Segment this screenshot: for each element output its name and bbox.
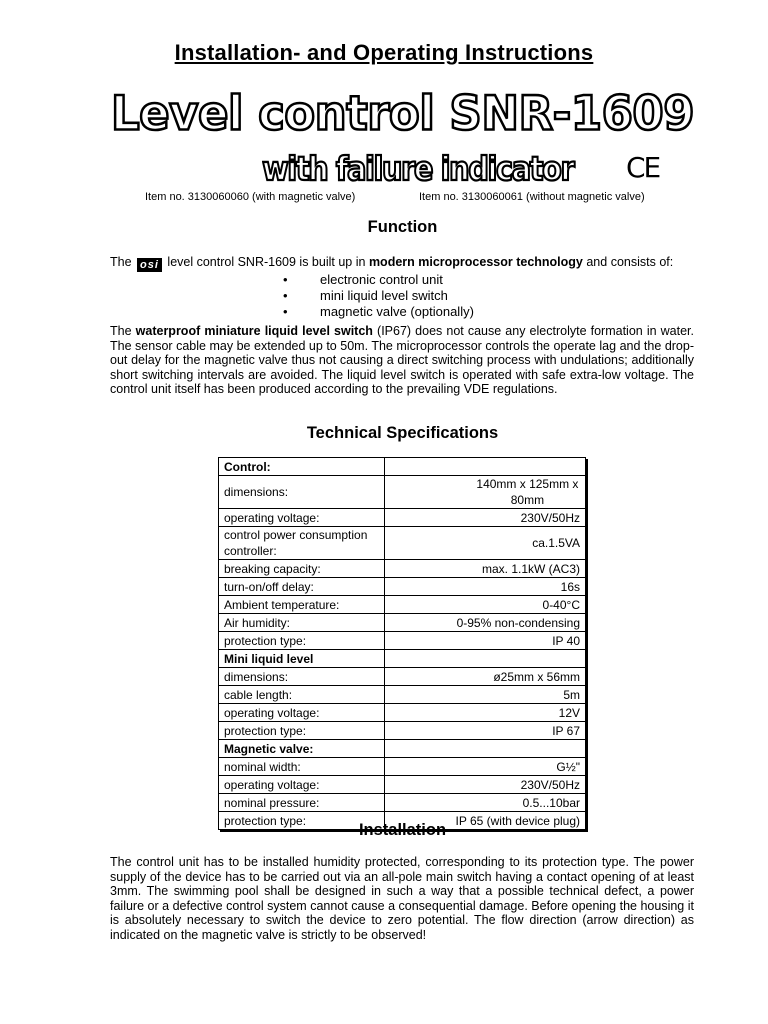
table-row (219, 758, 586, 776)
table-row (219, 476, 586, 509)
table-row (219, 686, 586, 704)
table-row (219, 632, 586, 650)
spec-label: Magnetic valve: (219, 740, 385, 758)
table-row (219, 614, 586, 632)
list-item: • electronic control unit (283, 272, 474, 288)
spec-value (384, 458, 585, 476)
spec-value: IP 65 (with device plug) (384, 812, 585, 830)
item-number-without-valve: Item no. 3130060061 (without magnetic valve) (419, 191, 645, 203)
spec-label: turn-on/off delay: (219, 578, 385, 596)
table-group-row (219, 458, 586, 476)
spec-label: breaking capacity: (219, 560, 385, 578)
table-row (219, 722, 586, 740)
table-group-row (219, 650, 586, 668)
product-title: Level control SNR-1609 (110, 85, 695, 142)
spec-value: 16s (384, 578, 585, 596)
table-row (219, 776, 586, 794)
specs-heading: Technical Specifications (306, 424, 499, 442)
spec-value: 5m (384, 686, 585, 704)
spec-label: cable length: (219, 686, 385, 704)
para-bold: waterproof miniature liquid level switch (135, 324, 373, 338)
list-item: • mini liquid level switch (283, 288, 474, 304)
spec-label: protection type: (219, 632, 385, 650)
spec-label: Mini liquid level (219, 650, 385, 668)
spec-label: operating voltage: (219, 776, 385, 794)
intro-mid: level control SNR-1609 is built up in (167, 255, 366, 269)
spec-value (384, 650, 585, 668)
table-row (219, 578, 586, 596)
spec-label: Control: (219, 458, 385, 476)
spec-label: nominal width: (219, 758, 385, 776)
intro-suffix: and consists of: (586, 255, 674, 269)
spec-label: protection type: (219, 722, 385, 740)
spec-label: dimensions: (219, 476, 385, 509)
spec-value: max. 1.1kW (AC3) (384, 560, 585, 578)
spec-value: 0-95% non-condensing (384, 614, 585, 632)
spec-label: Ambient temperature: (219, 596, 385, 614)
osi-logo-icon: osi (137, 258, 162, 272)
table-row (219, 596, 586, 614)
spec-value: IP 40 (384, 632, 585, 650)
spec-value: IP 67 (384, 722, 585, 740)
spec-value: 140mm x 125mm x 80mm (384, 476, 585, 509)
list-item: • magnetic valve (optionally) (283, 304, 474, 320)
spec-label: nominal pressure: (219, 794, 385, 812)
spec-value: 230V/50Hz (384, 509, 585, 527)
installation-heading: Installation (358, 821, 447, 839)
component-list (283, 272, 474, 320)
spec-label: operating voltage: (219, 509, 385, 527)
table-row (219, 794, 586, 812)
spec-label: dimensions: (219, 668, 385, 686)
table-row (219, 527, 586, 560)
spec-value (384, 740, 585, 758)
intro-prefix: The (110, 255, 132, 269)
intro-bold: modern microprocessor technology (368, 255, 583, 269)
item-number-with-valve: Item no. 3130060060 (with magnetic valve) (145, 191, 356, 203)
table-row (219, 509, 586, 527)
spec-value: 230V/50Hz (384, 776, 585, 794)
spec-value: ca.1.5VA (384, 527, 585, 560)
spec-label: control power consumption controller: (219, 527, 385, 560)
table-group-row (219, 740, 586, 758)
spec-value: 0.5...10bar (384, 794, 585, 812)
table-row (219, 704, 586, 722)
spec-label: protection type: (219, 812, 385, 830)
ce-mark-icon: CE (626, 151, 660, 184)
function-paragraph (110, 324, 694, 397)
para-body: (IP67) does not cause any electrolyte formation in water. The sensor cable may be extended up to 50m. The microprocessor controls the operate lag and the drop-out delay for the magnetic valve thus not causing a direct switching process with undulations; additionally short switching intervals are avoided. The liquid level switch is operated with safe extra-low voltage. The control unit itself has been produced according to the prevailing VDE regulations. (110, 324, 694, 396)
installation-paragraph: The control unit has to be installed humidity protected, corresponding to its protection type. The power supply of the device has to be carried out via an all-pole main switch having a contact opening of at least 3mm. The swimming pool shall be designed in such a way that a possible technical defect, a power failure or a defective control system cannot cause a consequential damage. Before opening the housing it is absolutely necessary to switch the device to zero potential. The flow direction (arrow direction) as indicated on the magnetic valve is strictly to be observed! (110, 855, 694, 942)
document-title: Installation- and Operating Instructions (174, 40, 594, 65)
table-row (219, 668, 586, 686)
spec-label: operating voltage: (219, 704, 385, 722)
spec-value: ø25mm x 56mm (384, 668, 585, 686)
function-intro (110, 255, 673, 272)
spec-value: 12V (384, 704, 585, 722)
specs-table (218, 457, 586, 830)
function-heading: Function (367, 218, 438, 236)
spec-value: G½" (384, 758, 585, 776)
spec-label: Air humidity: (219, 614, 385, 632)
product-subtitle: with failure indicator (262, 148, 574, 188)
para-prefix: The (110, 324, 132, 338)
table-row (219, 560, 586, 578)
spec-value: 0-40°C (384, 596, 585, 614)
